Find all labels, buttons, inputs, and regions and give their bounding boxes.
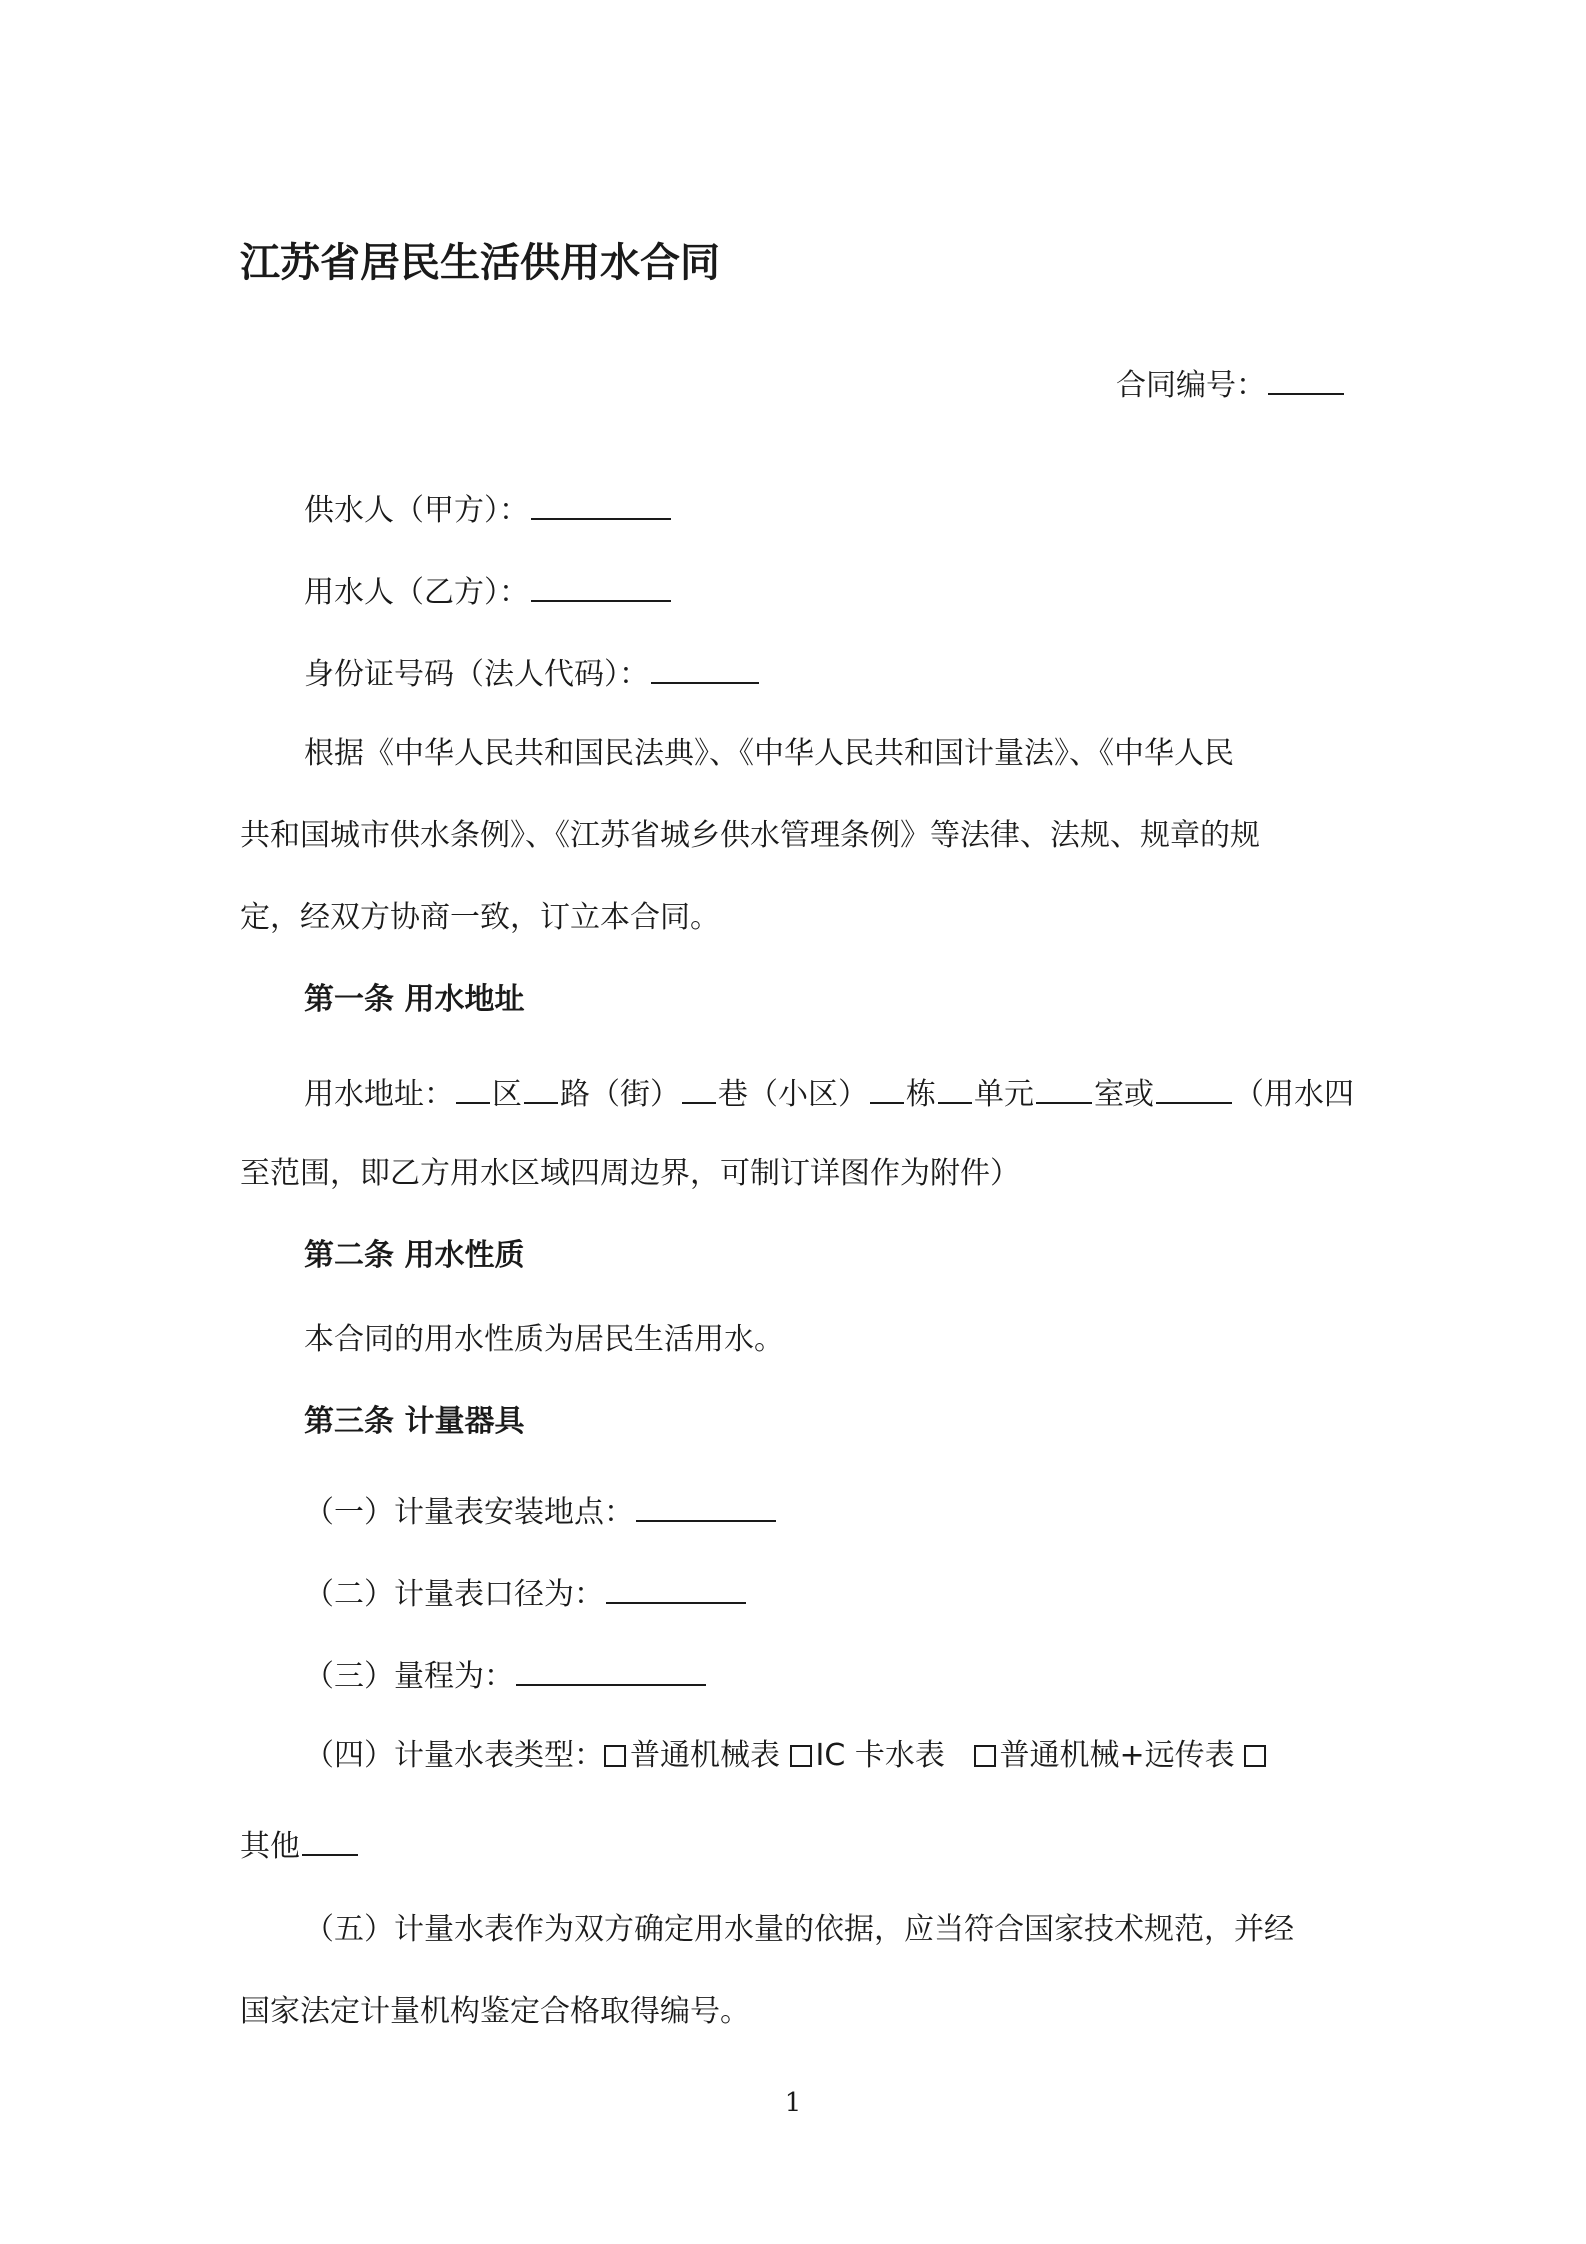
article2-text: 本合同的用水性质为居民生活用水。: [304, 1322, 784, 1357]
address-unit: 单元: [974, 1077, 1034, 1112]
meter-type-label: （四）计量水表类型：: [304, 1738, 604, 1773]
contract-number-blank: [1268, 363, 1344, 395]
supplier-line: [304, 488, 673, 531]
meter-location-blank: [636, 1490, 776, 1522]
supplier-label: 供水人（甲方）：: [304, 493, 529, 528]
address-blank-room: [1036, 1072, 1092, 1104]
option-other: 其他: [240, 1829, 300, 1864]
preamble-line-3: 定，经双方协商一致，订立本合同。: [240, 900, 720, 935]
address-suffix: （用水四: [1234, 1077, 1354, 1112]
checkbox-remote[interactable]: [974, 1745, 996, 1767]
address-blank-district: [456, 1072, 490, 1104]
address-road: 路（街）: [560, 1077, 680, 1112]
address-blank-unit: [938, 1072, 972, 1104]
meter-type-other-line: [240, 1824, 360, 1867]
document-title: 江苏省居民生活供用水合同: [240, 240, 720, 286]
contract-number-line: [1116, 363, 1346, 406]
meter-caliber-label: （二）计量表口径为：: [304, 1577, 604, 1612]
id-label: 身份证号码（法人代码）：: [304, 657, 649, 692]
preamble-line-2: 共和国城市供水条例》、《江苏省城乡供水管理条例》等法律、法规、规章的规: [240, 818, 1260, 853]
preamble-line-1: 根据《中华人民共和国民法典》、《中华人民共和国计量法》、《中华人民: [304, 736, 1234, 771]
user-label: 用水人（乙方）：: [304, 575, 529, 610]
address-lane: 巷（小区）: [718, 1077, 868, 1112]
id-line: [304, 652, 761, 695]
option-remote: 普通机械+远传表: [999, 1738, 1235, 1773]
meter-caliber-blank: [606, 1572, 746, 1604]
meter-caliber-line: [304, 1572, 748, 1615]
user-blank: [531, 570, 671, 602]
option-mechanical: 普通机械表: [630, 1738, 780, 1773]
address-building: 栋: [906, 1077, 936, 1112]
page-number: 1: [784, 2088, 802, 2118]
address-blank-lane: [682, 1072, 716, 1104]
address-blank-road: [524, 1072, 558, 1104]
address-room: 室或: [1094, 1077, 1154, 1112]
checkbox-ic-card[interactable]: [790, 1745, 812, 1767]
item5-line-2: 国家法定计量机构鉴定合格取得编号。: [240, 1994, 750, 2029]
checkbox-mechanical[interactable]: [604, 1745, 626, 1767]
supplier-blank: [531, 488, 671, 520]
item5-line-1: （五）计量水表作为双方确定用水量的依据，应当符合国家技术规范，并经: [304, 1912, 1294, 1947]
address-prefix: 用水地址：: [304, 1077, 454, 1112]
option-ic-card: IC 卡水表: [815, 1738, 945, 1773]
address-line-1: [304, 1072, 1354, 1115]
article1-heading: 第一条 用水地址: [304, 982, 525, 1017]
meter-type-line: [304, 1736, 1270, 1776]
checkbox-other[interactable]: [1244, 1745, 1266, 1767]
address-blank-area: [1156, 1072, 1232, 1104]
meter-range-blank: [516, 1654, 706, 1686]
id-blank: [651, 652, 759, 684]
article2-heading: 第二条 用水性质: [304, 1238, 525, 1273]
address-line-2: 至范围，即乙方用水区域四周边界，可制订详图作为附件）: [240, 1156, 1020, 1191]
article3-heading: 第三条 计量器具: [304, 1404, 525, 1439]
meter-location-line: [304, 1490, 778, 1533]
meter-location-label: （一）计量表安装地点：: [304, 1495, 634, 1530]
address-blank-building: [870, 1072, 904, 1104]
meter-range-label: （三）量程为：: [304, 1659, 514, 1694]
contract-number-label: 合同编号：: [1116, 368, 1266, 403]
address-district: 区: [492, 1077, 522, 1112]
other-blank: [302, 1824, 358, 1856]
user-line: [304, 570, 673, 613]
meter-range-line: [304, 1654, 708, 1697]
